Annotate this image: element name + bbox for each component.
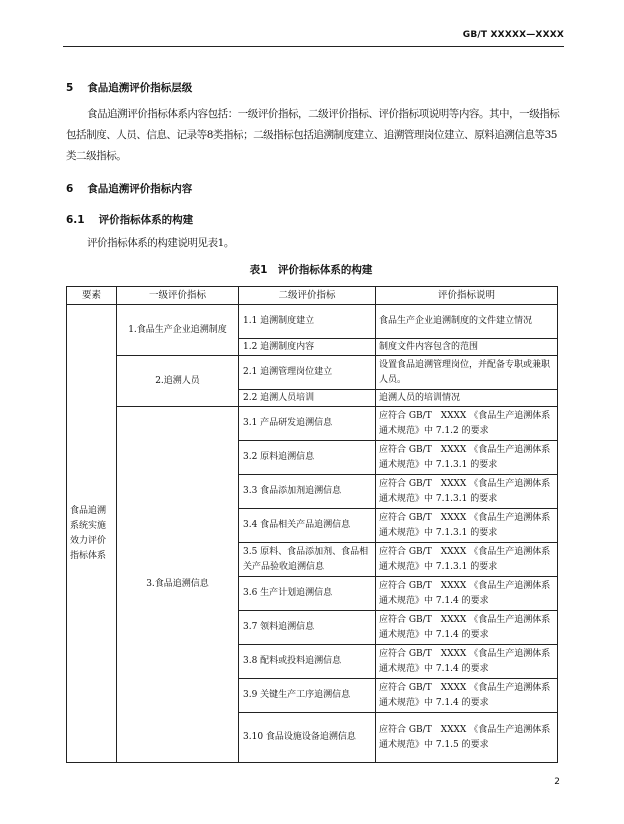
description-cell: 应符合 GB/T XXXX 《食品生产追溯体系通术规范》中 7.1.3.1 的要求 xyxy=(376,543,558,577)
level-2-cell: 2.1 追溯管理岗位建立 xyxy=(239,356,376,390)
description-cell: 制度文件内容包含的范围 xyxy=(376,339,558,356)
level-1-cell: 1.食品生产企业追溯制度 xyxy=(117,305,239,356)
level-1-cell: 3.食品追溯信息 xyxy=(117,407,239,763)
description-cell: 追溯人员的培训情况 xyxy=(376,390,558,407)
level-2-cell: 3.10 食品设施设备追溯信息 xyxy=(239,713,376,763)
section-6-1-body: 评价指标体系的构建说明见表1。 xyxy=(87,237,234,249)
description-cell: 应符合 GB/T XXXX 《食品生产追溯体系通术规范》中 7.1.5 的要求 xyxy=(376,713,558,763)
table-header-row xyxy=(67,287,558,305)
level-2-cell: 3.8 配料或投料追溯信息 xyxy=(239,645,376,679)
level-2-cell: 1.2 追溯制度内容 xyxy=(239,339,376,356)
section-6-title: 食品追溯评价指标内容 xyxy=(87,183,193,195)
level-2-cell: 3.2 原料追溯信息 xyxy=(239,441,376,475)
description-cell: 应符合 GB/T XXXX 《食品生产追溯体系通术规范》中 7.1.3.1 的要求 xyxy=(376,441,558,475)
header-level-1-index: 一级评价指标 xyxy=(117,287,239,305)
description-cell: 应符合 GB/T XXXX 《食品生产追溯体系通术规范》中 7.1.4 的要求 xyxy=(376,611,558,645)
table-row xyxy=(67,407,558,441)
level-2-cell: 3.6 生产计划追溯信息 xyxy=(239,577,376,611)
level-2-cell: 3.1 产品研发追溯信息 xyxy=(239,407,376,441)
section-6-heading xyxy=(66,181,192,196)
header-index-description: 评价指标说明 xyxy=(376,287,558,305)
section-6-number: 6 xyxy=(66,183,74,195)
header-element: 要素 xyxy=(67,287,117,305)
description-cell: 设置食品追溯管理岗位，并配备专职或兼职人员。 xyxy=(376,356,558,390)
section-6-1-title: 评价指标体系的构建 xyxy=(98,214,194,226)
description-cell: 应符合 GB/T XXXX 《食品生产追溯体系通术规范》中 7.1.4 的要求 xyxy=(376,679,558,713)
section-5-title: 食品追溯评价指标层级 xyxy=(87,82,193,94)
description-cell: 应符合 GB/T XXXX 《食品生产追溯体系通术规范》中 7.1.3.1 的要求 xyxy=(376,475,558,509)
level-2-cell: 3.7 领料追溯信息 xyxy=(239,611,376,645)
description-cell: 应符合 GB/T XXXX 《食品生产追溯体系通术规范》中 7.1.4 的要求 xyxy=(376,577,558,611)
section-5-number: 5 xyxy=(66,82,74,94)
header-level-2-index: 二级评价指标 xyxy=(239,287,376,305)
standard-code-header: GB/T XXXXX—XXXX xyxy=(63,30,564,47)
section-5-heading xyxy=(66,80,192,95)
table-row xyxy=(67,305,558,339)
element-cell: 食品追溯系统实施效力评价指标体系 xyxy=(67,305,117,763)
level-2-cell: 3.9 关键生产工序追溯信息 xyxy=(239,679,376,713)
level-1-cell: 2.追溯人员 xyxy=(117,356,239,407)
section-6-1-number: 6.1 xyxy=(66,214,85,226)
evaluation-index-table xyxy=(66,286,558,763)
level-2-cell: 3.3 食品添加剂追溯信息 xyxy=(239,475,376,509)
description-cell: 应符合 GB/T XXXX 《食品生产追溯体系通术规范》中 7.1.2 的要求 xyxy=(376,407,558,441)
level-2-cell: 2.2 追溯人员培训 xyxy=(239,390,376,407)
section-5-body: 食品追溯评价指标体系内容包括：一级评价指标，二级评价指标、评价指标项说明等内容。其中，一级指标包括制度、人员、信息、记录等8类指标；二级指标包括追溯制度建立、追溯管理岗位建立、原料追溯信息等35类二级指标。 xyxy=(66,108,560,162)
level-2-cell: 3.4 食品相关产品追溯信息 xyxy=(239,509,376,543)
description-cell: 应符合 GB/T XXXX 《食品生产追溯体系通术规范》中 7.1.3.1 的要求 xyxy=(376,509,558,543)
table-1-caption: 表1 评价指标体系的构建 xyxy=(249,264,373,276)
page-number: 2 xyxy=(554,777,560,787)
description-cell: 应符合 GB/T XXXX 《食品生产追溯体系通术规范》中 7.1.4 的要求 xyxy=(376,645,558,679)
level-2-cell: 3.5 原料、食品添加剂、食品相关产品验收追溯信息 xyxy=(239,543,376,577)
table-row xyxy=(67,356,558,390)
section-6-1-heading xyxy=(66,212,193,227)
description-cell: 食品生产企业追溯制度的文件建立情况 xyxy=(376,305,558,339)
level-2-cell: 1.1 追溯制度建立 xyxy=(239,305,376,339)
